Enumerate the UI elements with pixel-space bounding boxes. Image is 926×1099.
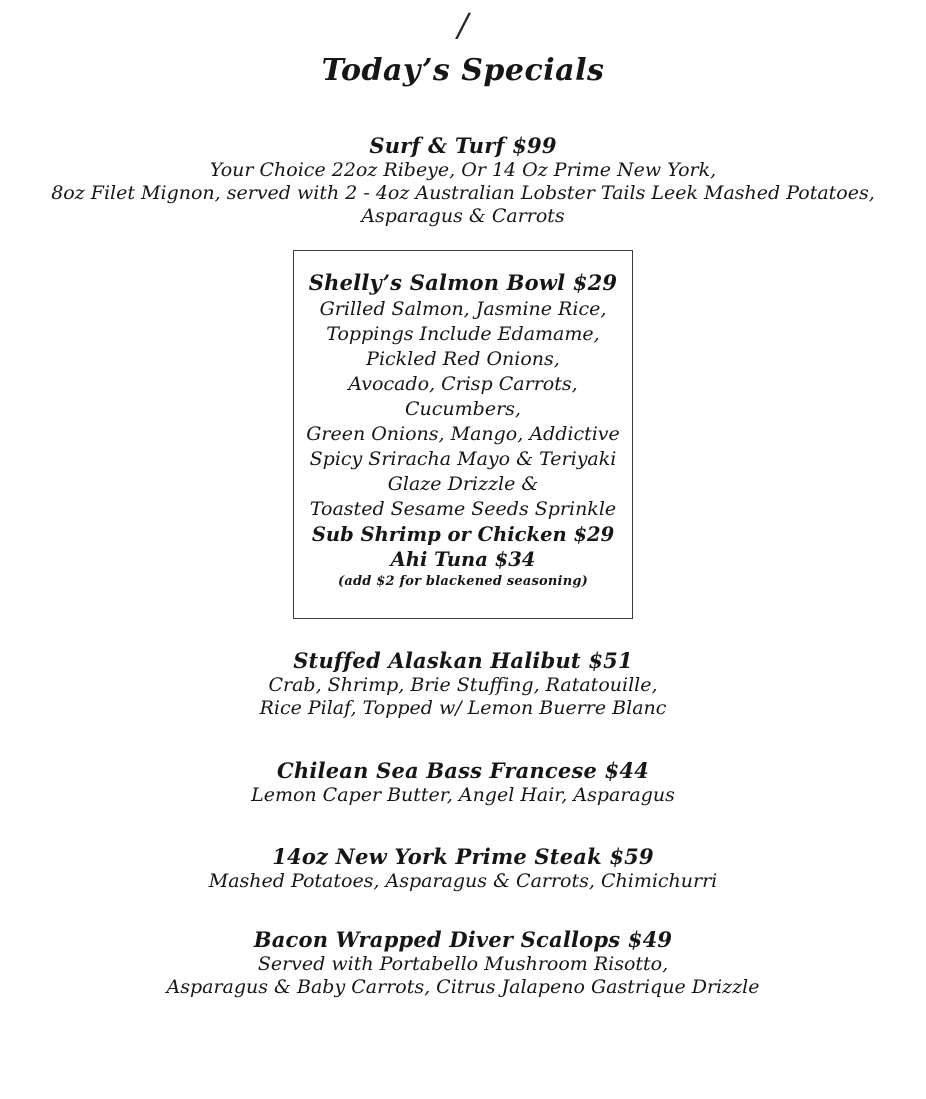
item-sub-option: Sub Shrimp or Chicken $29 (311, 523, 615, 546)
menu-item-shellys-salmon-bowl-box (293, 250, 633, 619)
item-title: Surf & Turf $99 (369, 133, 557, 158)
item-description-line: Served with Portabello Mushroom Risotto, (257, 953, 669, 975)
item-title: Bacon Wrapped Diver Scallops $49 (253, 927, 673, 952)
item-description-line: Asparagus & Baby Carrots, Citrus Jalapeno Gastrique Drizzle (166, 976, 760, 998)
menu-item-new-york-prime-steak (0, 843, 926, 893)
item-description-line: Your Choice 22oz Ribeye, Or 14 Oz Prime New York, (209, 159, 717, 181)
item-description-line: Pickled Red Onions, (366, 348, 560, 370)
pen-mark-slash: / (457, 6, 469, 44)
menu-item-surf-and-turf (0, 132, 926, 228)
menu-item-stuffed-alaskan-halibut (0, 647, 926, 720)
item-description-line: Mashed Potatoes, Asparagus & Carrots, Chimichurri (208, 870, 718, 892)
item-description-line: Grilled Salmon, Jasmine Rice, (319, 298, 607, 320)
item-description-line: Crab, Shrimp, Brie Stuffing, Ratatouille, (268, 674, 658, 696)
item-note: (add $2 for blackened seasoning) (337, 574, 588, 589)
item-description-line: 8oz Filet Mignon, served with 2 - 4oz Australian Lobster Tails Leek Mashed Potatoes, (51, 182, 875, 204)
item-description-line: Cucumbers, (405, 398, 521, 420)
menu-item-chilean-sea-bass (0, 757, 926, 807)
page-title: Today’s Specials (321, 53, 605, 88)
item-description-line: Toasted Sesame Seeds Sprinkle (309, 498, 617, 520)
item-title: 14oz New York Prime Steak $59 (272, 844, 654, 869)
item-title: Stuffed Alaskan Halibut $51 (293, 648, 633, 673)
item-title: Chilean Sea Bass Francese $44 (277, 758, 649, 783)
item-description-line: Green Onions, Mango, Addictive (306, 423, 620, 445)
item-description-line: Glaze Drizzle & (387, 473, 539, 495)
menu-item-bacon-wrapped-scallops (0, 926, 926, 999)
item-description-line: Spicy Sriracha Mayo & Teriyaki (309, 448, 617, 470)
item-description-line: Rice Pilaf, Topped w/ Lemon Buerre Blanc (259, 697, 667, 719)
item-description-line: Avocado, Crisp Carrots, (348, 373, 578, 395)
item-description-line: Lemon Caper Butter, Angel Hair, Asparagus (251, 784, 675, 806)
item-sub-option: Ahi Tuna $34 (390, 548, 536, 571)
item-description-line: Toppings Include Edamame, (326, 323, 600, 345)
item-title: Shelly’s Salmon Bowl $29 (308, 270, 618, 295)
item-description-line: Asparagus & Carrots (361, 205, 565, 227)
